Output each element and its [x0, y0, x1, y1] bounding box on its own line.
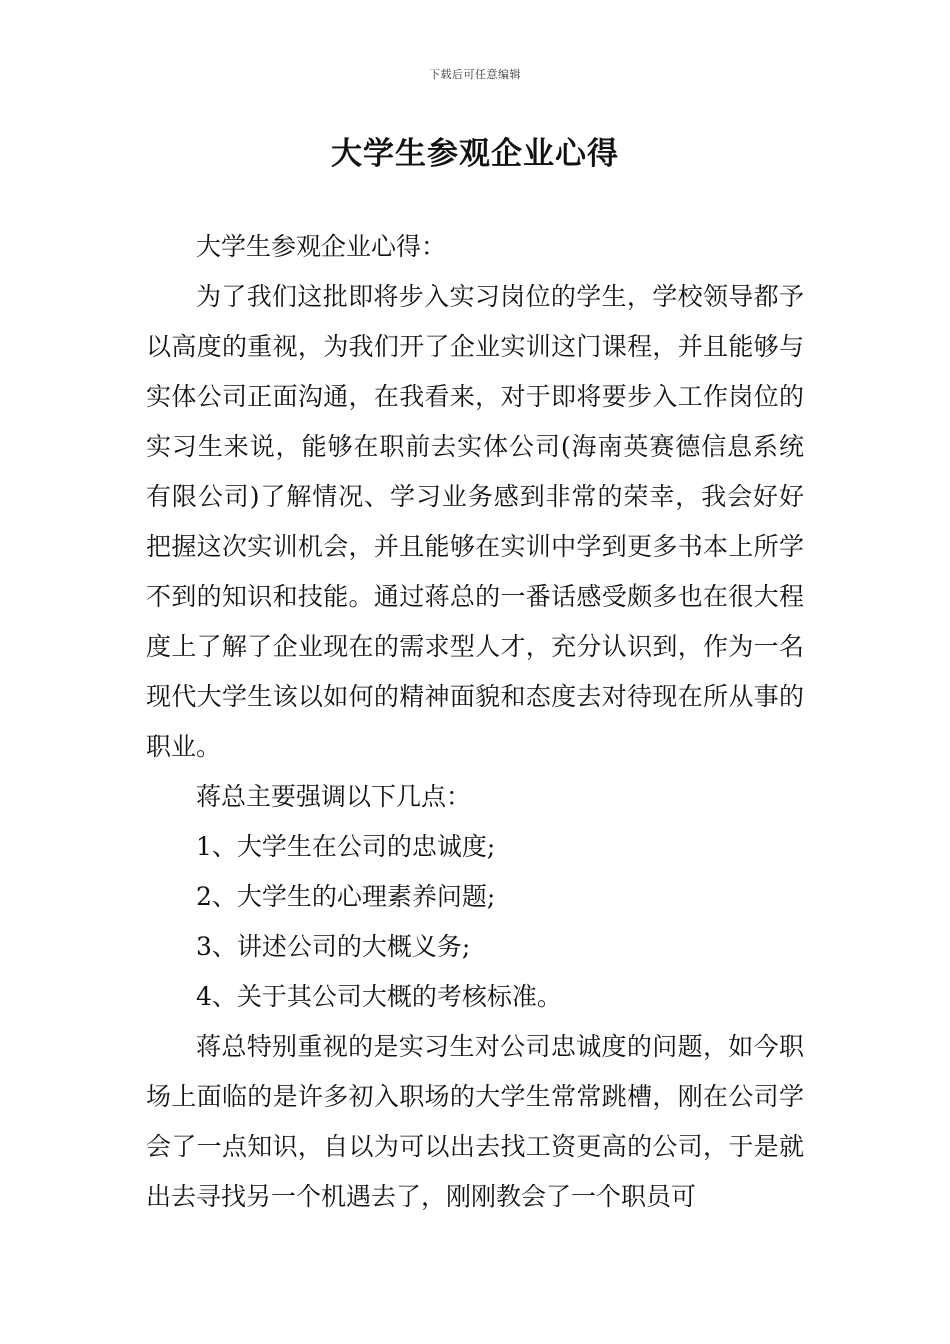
paragraph-main: 为了我们这批即将步入实习岗位的学生，学校领导都予以高度的重视，为我们开了企业实训这门课程，并且能够与实体公司正面沟通，在我看来，对于即将要步入工作岗位的实习生来说，能够在职前去实体公司(海南英赛德信息系统有限公司)了解情况、学习业务感到非常的荣幸，我会好好把握这次实训机会，并且能够在实训中学到更多书本上所学不到的知识和技能。通过蒋总的一番话感受颇多也在很大程度上了解了企业现在的需求型人才，充分认识到，作为一名现代大学生该以如何的精神面貌和态度去对待现在所从事的职业。	[146, 282, 804, 761]
list-item-point-4: 4、关于其公司大概的考核标准。	[196, 982, 562, 1011]
document-title: 大学生参观企业心得	[331, 136, 619, 172]
header-note: 下载后可任意编辑	[429, 68, 521, 81]
paragraph-points-heading: 蒋总主要强调以下几点：	[196, 782, 472, 811]
paragraph-intro: 大学生参观企业心得：	[196, 232, 447, 261]
list-item-point-2: 2、大学生的心理素养问题;	[196, 882, 496, 911]
document-body	[146, 222, 804, 1222]
paragraph-loyalty: 蒋总特别重视的是实习生对公司忠诚度的问题，如今职场上面临的是许多初入职场的大学生常常跳槽，刚在公司学会了一点知识，自以为可以出去找工资更高的公司，于是就出去寻找另一个机遇去了，刚刚教会了一个职员可	[146, 1032, 804, 1211]
list-item-point-1: 1、大学生在公司的忠诚度;	[196, 832, 496, 861]
list-item-point-3: 3、讲述公司的大概义务;	[196, 932, 471, 961]
